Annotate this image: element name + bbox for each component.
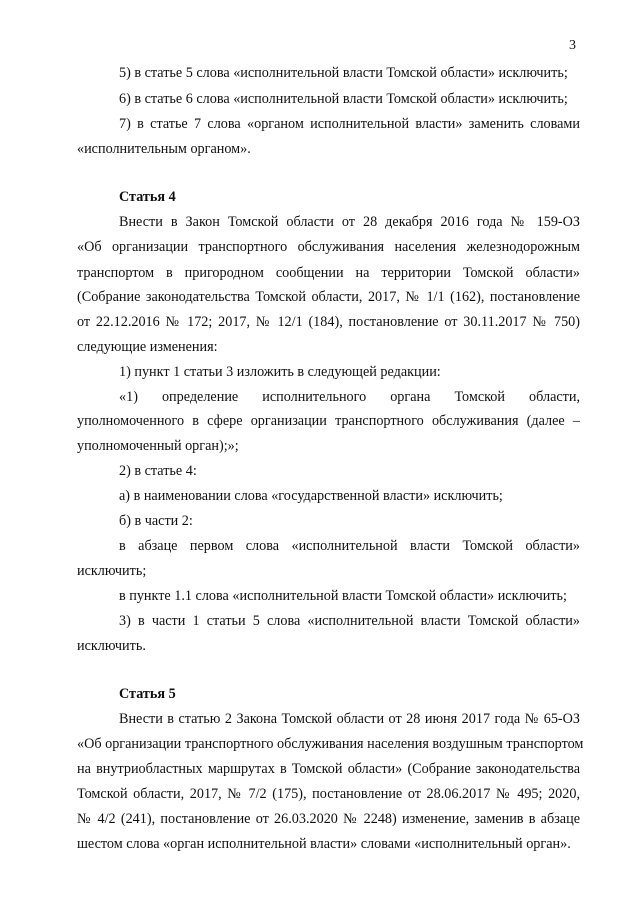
text-line: 3) в части 1 статьи 5 слова «исполнительной власти Томской области» [119,613,580,629]
text-line: в пункте 1.1 слова «исполнительной власти Томской области» исключить; [119,588,567,604]
text-line: 2) в статье 4: [119,463,197,479]
text-line: Внести в статью 2 Закона Томской области от 28 июня 2017 года № 65-ОЗ [119,711,580,727]
article-heading: Статья 5 [119,686,176,702]
text-line: исключить. [77,638,146,654]
text-line: а) в наименовании слова «государственной власти» исключить; [119,488,503,504]
text-line: исключить; [77,563,147,579]
text-line: следующие изменения: [77,339,218,355]
text-line: от 22.12.2016 № 172; 2017, № 12/1 (184), постановление от 30.11.2017 № 750) [77,314,580,330]
text-line: «Об организации транспортного обслуживания населения железнодорожным [77,239,580,255]
text-line: 5) в статье 5 слова «исполнительной власти Томской области» исключить; [119,65,568,81]
text-line: (Собрание законодательства Томской области, 2017, № 1/1 (162), постановление [77,289,580,305]
article-heading: Статья 4 [119,189,176,205]
text-line: 7) в статье 7 слова «органом исполнительной власти» заменить словами [119,116,580,132]
text-line: на внутриобластных маршрутах в Томской области» (Собрание законодательства [77,761,580,777]
text-line: 1) пункт 1 статьи 3 изложить в следующей редакции: [119,364,441,380]
page-number: 3 [569,38,576,53]
text-line: Внести в Закон Томской области от 28 декабря 2016 года № 159-ОЗ [119,214,580,230]
text-line: «1) определение исполнительного органа Томской области, [119,389,580,405]
text-line: № 4/2 (241), постановление от 26.03.2020 № 2248) изменение, заменив в абзаце [77,811,580,827]
text-line: уполномоченный орган);»; [77,438,239,454]
text-line: уполномоченного в сфере организации транспортного обслуживания (далее – [77,413,580,429]
text-line: б) в части 2: [119,513,193,529]
text-line: транспортом в пригородном сообщении на территории Томской области» [77,265,580,281]
text-line: шестом слова «орган исполнительной власти» словами «исполнительный орган». [77,836,571,852]
text-line: Томской области, 2017, № 7/2 (175), постановление от 28.06.2017 № 495; 2020, [77,786,580,802]
text-line: 6) в статье 6 слова «исполнительной власти Томской области» исключить; [119,91,568,107]
text-line: «Об организации транспортного обслуживания населения воздушным транспортом [77,736,584,752]
text-line: в абзаце первом слова «исполнительной власти Томской области» [119,538,580,554]
text-line: «исполнительным органом». [77,141,251,157]
